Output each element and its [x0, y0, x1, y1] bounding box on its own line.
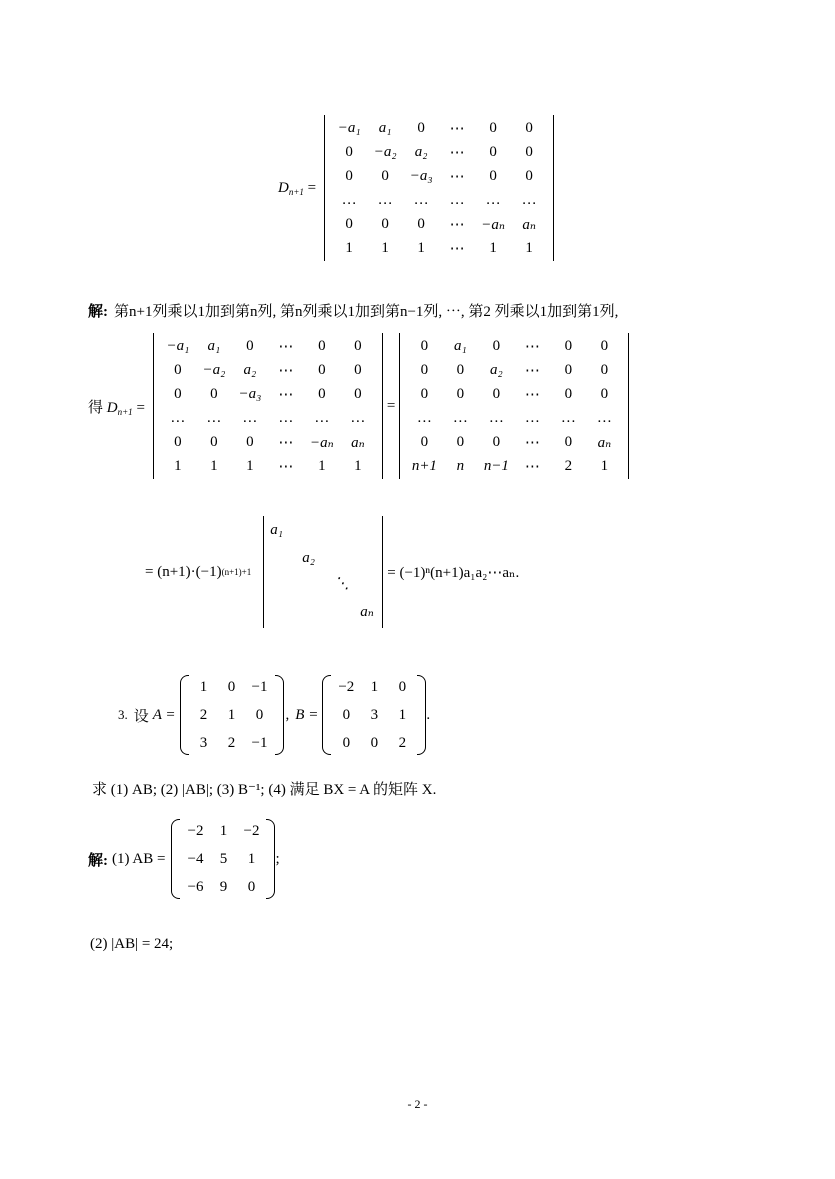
matrix-cell: −a₁	[337, 119, 361, 136]
matrix-cell: 1	[227, 706, 236, 723]
solution-2: (2) |AB| = 24;	[90, 936, 174, 952]
matrix-cell: 0	[420, 433, 429, 450]
matrix-cell: 2	[398, 734, 407, 751]
expansion-exponent: (n+1)+1	[221, 567, 252, 577]
expansion-prefix: = (n+1)·(−1)	[145, 563, 222, 580]
semicolon: ;	[275, 850, 280, 867]
expansion-result: = (−1)ⁿ(n+1)a₁a₂⋯aₙ.	[387, 564, 520, 581]
matrix-cell: −4	[187, 850, 204, 867]
matrix-row	[331, 236, 547, 260]
matrix-cell: 0	[381, 215, 389, 232]
matrix-row	[331, 212, 547, 236]
matrix-cell: 0	[246, 433, 254, 450]
matrix-cell: 1	[417, 239, 425, 256]
matrix-cell: 0	[492, 337, 501, 354]
matrix-cell: a₁	[454, 337, 467, 354]
matrix-cell: 3	[370, 706, 379, 723]
matrix-cell: 1	[398, 706, 407, 723]
matrix-cell: …	[596, 409, 612, 426]
matrix-cell: 1	[370, 678, 379, 695]
setup-word: 设	[133, 708, 149, 725]
matrix-cell: 0	[456, 361, 465, 378]
page-number: - 2 -	[407, 1097, 428, 1111]
matrix-row	[190, 729, 274, 757]
matrix-cell: 1	[174, 457, 182, 474]
matrix-cell: 0	[398, 678, 407, 695]
matrix-cell: n	[456, 457, 465, 474]
matrix-cell: …	[452, 409, 468, 426]
matrix-cell: n+1	[411, 457, 437, 474]
matrix-cell: 0	[420, 337, 429, 354]
matrix-table-1	[331, 116, 547, 260]
matrix-cell: ⋯	[524, 386, 540, 403]
matrix-row	[160, 382, 376, 406]
equals-sign-3: =	[386, 397, 396, 414]
matrix-cell: …	[314, 409, 330, 426]
matrix-cell: 0	[342, 706, 351, 723]
matrix-cell: …	[560, 409, 576, 426]
matrix-cell: 1	[247, 850, 256, 867]
matrix-cell: …	[521, 191, 537, 208]
matrix-cell: a₂	[490, 361, 503, 378]
matrix-cell: ⋯	[449, 120, 465, 137]
matrix-cell: 0	[354, 385, 362, 402]
matrix-ab-table	[181, 817, 265, 901]
matrix-row	[406, 406, 622, 430]
d-symbol: D	[278, 179, 289, 196]
matrix-cell: aₙ	[597, 434, 612, 451]
matrix-cell: …	[170, 409, 186, 426]
equals-sign: =	[307, 179, 317, 196]
diag-entry-n: aₙ	[360, 604, 374, 620]
matrix-cell: ⋯	[449, 240, 465, 257]
matrix-cell: …	[485, 191, 501, 208]
matrix-cell: 0	[255, 706, 264, 723]
matrix-cell: 0	[342, 734, 351, 751]
matrix-cell: 1	[318, 457, 326, 474]
matrix-cell: ⋯	[278, 458, 294, 475]
matrix-row	[331, 116, 547, 140]
diag-entry-2: a₂	[302, 550, 315, 566]
matrix-cell: −a₂	[202, 361, 226, 378]
matrix-b	[322, 673, 426, 757]
solution-label-2: 解:	[88, 852, 108, 869]
solution-line	[88, 300, 618, 321]
matrix-cell: 1	[246, 457, 254, 474]
solution-1	[88, 817, 280, 901]
matrix-cell: a₁	[207, 337, 221, 354]
matrix-row	[332, 673, 416, 701]
matrix-cell: …	[416, 409, 432, 426]
matrix-cell: 0	[456, 433, 465, 450]
matrix-cell: 0	[489, 119, 497, 136]
matrix-cell: −1	[251, 678, 268, 695]
matrix-cell: 1	[354, 457, 362, 474]
matrix-cell: 0	[345, 215, 353, 232]
matrix-row	[406, 334, 622, 358]
d-subscript: n+1	[288, 186, 304, 197]
matrix-cell: …	[524, 409, 540, 426]
matrix-row	[160, 406, 376, 430]
matrix-cell: 1	[210, 457, 218, 474]
matrix-cell: 1	[525, 239, 533, 256]
matrix-cell: …	[350, 409, 366, 426]
matrix-cell: 0	[525, 167, 533, 184]
matrix-row	[160, 334, 376, 358]
matrix-cell: 0	[600, 361, 609, 378]
matrix-cell: ⋯	[278, 434, 294, 451]
expansion-line	[145, 516, 519, 628]
matrix-row	[160, 454, 376, 478]
matrix-cell: 2	[227, 734, 236, 751]
matrix-row	[406, 382, 622, 406]
matrix-row	[331, 188, 547, 212]
matrix-cell: ⋯	[278, 338, 294, 355]
matrix-cell: ⋯	[524, 338, 540, 355]
matrix-cell: 0	[456, 385, 465, 402]
comma: ,	[285, 706, 290, 723]
matrix-cell: 0	[246, 337, 254, 354]
problem3-setup	[118, 673, 430, 757]
matrix-cell: …	[242, 409, 258, 426]
matrix-cell: 2	[564, 457, 573, 474]
determinant-matrix-2a	[153, 333, 383, 479]
diagonal-determinant	[263, 516, 383, 628]
matrix-cell: 0	[492, 385, 501, 402]
matrix-a	[180, 673, 284, 757]
determinant-equality	[88, 333, 629, 479]
solution-label: 解:	[88, 304, 108, 320]
matrix-cell: −2	[338, 678, 355, 695]
matrix-cell: 0	[174, 361, 182, 378]
matrix-cell: 0	[318, 337, 326, 354]
matrix-cell: 0	[417, 119, 425, 136]
de-label: 得	[88, 399, 104, 416]
matrix-cell: ⋯	[278, 362, 294, 379]
matrix-cell: 0	[381, 167, 389, 184]
matrix-cell: a₂	[243, 361, 257, 378]
matrix-cell: 0	[600, 385, 609, 402]
matrix-cell: a₂	[414, 143, 428, 160]
matrix-cell: 0	[420, 385, 429, 402]
matrix-cell: ⋯	[278, 386, 294, 403]
matrix-cell: 0	[354, 337, 362, 354]
matrix-row	[160, 430, 376, 454]
matrix-cell: 0	[354, 361, 362, 378]
matrix-row	[190, 701, 274, 729]
matrix-cell: 0	[525, 119, 533, 136]
matrix-cell: aₙ	[351, 434, 365, 451]
d-subscript-2: n+1	[117, 406, 133, 417]
matrix-cell: …	[377, 191, 393, 208]
b-label: B =	[295, 706, 319, 723]
matrix-row	[406, 358, 622, 382]
solution-1-prefix: (1) AB =	[112, 850, 166, 867]
matrix-cell: …	[341, 191, 357, 208]
matrix-cell: −a₁	[166, 337, 190, 354]
matrix-cell: 9	[219, 878, 228, 895]
matrix-cell: ⋯	[524, 458, 540, 475]
matrix-cell: ⋯	[524, 434, 540, 451]
matrix-cell: 1	[345, 239, 353, 256]
matrix-cell: …	[488, 409, 504, 426]
matrix-b-table	[332, 673, 416, 757]
matrix-row	[406, 430, 622, 454]
matrix-cell: 1	[489, 239, 497, 256]
matrix-cell: 0	[489, 143, 497, 160]
matrix-cell: −aₙ	[481, 216, 505, 233]
matrix-cell: a₁	[378, 119, 392, 136]
matrix-cell: 0	[489, 167, 497, 184]
matrix-row	[331, 164, 547, 188]
matrix-cell: aₙ	[522, 216, 536, 233]
problem-number: 3.	[118, 707, 128, 722]
matrix-cell: −6	[187, 878, 204, 895]
matrix-cell: ⋯	[524, 362, 540, 379]
matrix-row	[332, 701, 416, 729]
matrix-cell: …	[278, 409, 294, 426]
matrix-row	[190, 673, 274, 701]
matrix-row	[181, 817, 265, 845]
matrix-row	[181, 873, 265, 901]
matrix-cell: 0	[345, 143, 353, 160]
matrix-cell: −2	[243, 822, 260, 839]
matrix-cell: 0	[318, 361, 326, 378]
matrix-cell: n−1	[483, 457, 509, 474]
d-symbol-2: D	[106, 399, 118, 416]
matrix-cell: 1	[381, 239, 389, 256]
matrix-cell: 0	[564, 337, 573, 354]
matrix-table-2b	[406, 334, 622, 478]
solution-text: 第n+1列乘以1加到第n列, 第n列乘以1加到第n−1列, ⋯, 第2 列乘以1加到第1列,	[114, 304, 619, 320]
matrix-cell: −2	[187, 822, 204, 839]
matrix-ab	[171, 817, 275, 901]
diag-entry-1: a₁	[270, 522, 283, 538]
matrix-row	[181, 845, 265, 873]
matrix-cell: −1	[251, 734, 268, 751]
determinant-matrix-2b	[399, 333, 629, 479]
matrix-cell: …	[413, 191, 429, 208]
matrix-cell: 5	[219, 850, 228, 867]
matrix-cell: 0	[564, 433, 573, 450]
matrix-cell: 0	[210, 433, 218, 450]
determinant-matrix-1	[324, 115, 554, 261]
matrix-row	[331, 140, 547, 164]
determinant-d-n1	[278, 115, 554, 261]
matrix-cell: 0	[525, 143, 533, 160]
matrix-cell: 1	[600, 457, 609, 474]
matrix-row	[406, 454, 622, 478]
matrix-row	[332, 729, 416, 757]
matrix-a-table	[190, 673, 274, 757]
matrix-cell: 0	[370, 734, 379, 751]
matrix-cell: −a₃	[409, 167, 433, 184]
matrix-cell: 0	[564, 361, 573, 378]
diag-entry-dots: ⋱	[334, 576, 350, 592]
matrix-cell: 0	[227, 678, 236, 695]
matrix-cell: 1	[199, 678, 208, 695]
matrix-cell: ⋯	[449, 144, 465, 161]
matrix-cell: −a₂	[373, 143, 397, 160]
a-label: A =	[152, 706, 176, 723]
matrix-cell: ⋯	[449, 168, 465, 185]
matrix-row	[160, 358, 376, 382]
matrix-cell: −a₃	[238, 385, 262, 402]
matrix-cell: 0	[492, 433, 501, 450]
matrix-cell: 0	[417, 215, 425, 232]
matrix-cell: 0	[564, 385, 573, 402]
matrix-cell: 0	[345, 167, 353, 184]
matrix-cell: 1	[219, 822, 228, 839]
matrix-cell: 0	[318, 385, 326, 402]
period: .	[426, 706, 431, 723]
matrix-cell: ⋯	[449, 216, 465, 233]
matrix-cell: 2	[199, 706, 208, 723]
matrix-cell: 0	[174, 433, 182, 450]
matrix-cell: 0	[174, 385, 182, 402]
problem3-question: 求 (1) AB; (2) |AB|; (3) B⁻¹; (4) 满足 BX = A 的矩阵 X.	[92, 782, 437, 798]
matrix-cell: 0	[247, 878, 256, 895]
matrix-cell: …	[206, 409, 222, 426]
matrix-cell: −aₙ	[310, 434, 334, 451]
matrix-table-2a	[160, 334, 376, 478]
matrix-cell: …	[449, 191, 465, 208]
matrix-cell: 3	[199, 734, 208, 751]
equals-sign-2: =	[136, 399, 145, 416]
matrix-cell: 0	[210, 385, 218, 402]
matrix-cell: 0	[600, 337, 609, 354]
matrix-cell: 0	[420, 361, 429, 378]
